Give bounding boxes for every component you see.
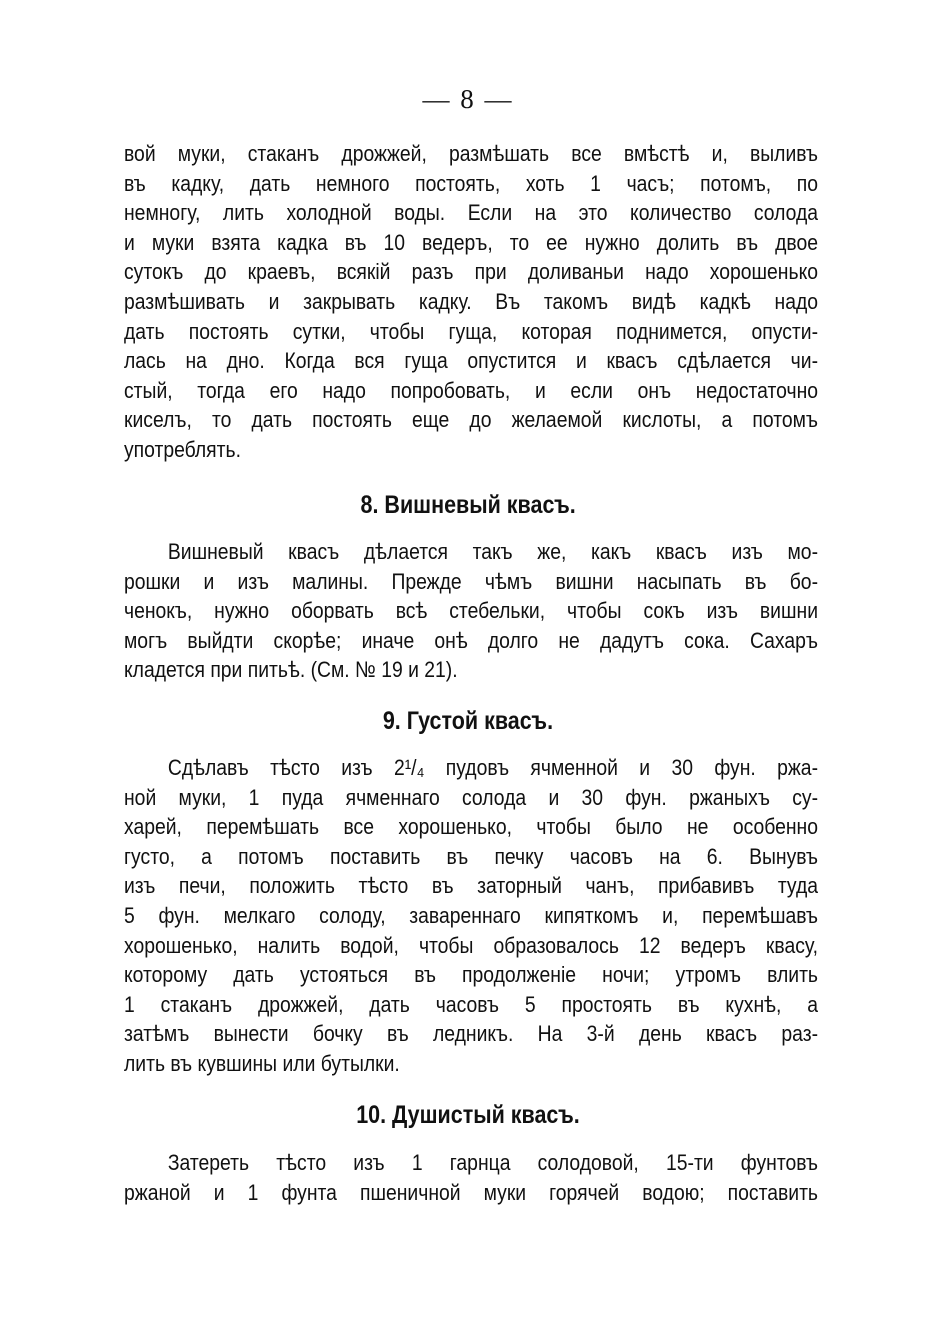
text-line: рошки и изъ малины. Прежде чѣмъ вишни насыпать въ бо- <box>124 568 819 594</box>
text-line: 1 стаканъ дрожжей, дать часовъ 5 простоять въ кухнѣ, а <box>124 991 819 1017</box>
text-line: затѣмъ вынести бочку въ ледникъ. На 3-й день квасъ раз- <box>124 1021 819 1047</box>
section-heading-text: 10. Душистый квасъ. <box>356 1101 580 1129</box>
text-line: дать постоять сутки, чтобы гуща, которая поднимется, опусти- <box>124 318 819 344</box>
page-number: — 8 — <box>422 84 514 114</box>
text-line: киселъ, то дать постоять еще до желаемой кислоты, а потомъ <box>124 407 819 433</box>
text-line: стый, тогда его надо попробовать, и если онъ недостаточно <box>124 377 819 403</box>
text-line: и муки взята кадка въ 10 ведеръ, то ее нужно долить въ двое <box>124 229 819 255</box>
text-line: 5 фун. мелкаго солоду, завареннаго кипяткомъ и, перемѣшавъ <box>124 902 819 928</box>
text-line: вой муки, стаканъ дрожжей, размѣшать все вмѣстѣ и, выливъ <box>124 141 819 166</box>
text-line: ной муки, 1 пуда ячменнаго солода и 30 фун. ржаныхъ су- <box>124 784 819 810</box>
text-line: въ кадку, дать немного постоять, хоть 1 часъ; потомъ, по <box>124 170 819 196</box>
text-line: Вишневый квасъ дѣлается такъ же, какъ квасъ изъ мо- <box>167 539 819 564</box>
text-line: Сдѣлавъ тѣсто изъ 2¹/₄ пудовъ ячменной и 30 фун. ржа- <box>167 755 819 780</box>
section-9-paragraph <box>124 753 818 1079</box>
section-10-paragraph <box>124 1148 818 1207</box>
section-heading-text: 8. Вишневый квасъ. <box>360 491 576 519</box>
text-line: хорошенько, налить водой, чтобы образовалось 12 ведеръ квасу, <box>124 932 819 958</box>
section-heading-10 <box>0 1099 936 1131</box>
section-8-paragraph <box>124 537 818 685</box>
text-line: лить въ кувшины или бутылки. <box>124 1050 400 1076</box>
text-line: которому дать устояться въ продолженіе ночи; утромъ влить <box>124 962 819 988</box>
continuation-paragraph <box>124 139 818 465</box>
section-heading-9 <box>0 705 936 737</box>
text-line: Затереть тѣсто изъ 1 гарнца солодовой, 15-ти фунтовъ <box>167 1150 819 1175</box>
text-line: употреблять. <box>124 436 241 462</box>
text-line: могъ выйдти скорѣе; иначе онѣ долго не дадутъ сока. Сахаръ <box>124 627 819 653</box>
text-line: лась на дно. Когда вся гуща опустится и квасъ сдѣлается чи- <box>124 348 819 374</box>
text-line: немногу, лить холодной воды. Если на это количество солода <box>124 200 819 226</box>
text-line: кладется при питьѣ. (См. № 19 и 21). <box>124 657 458 683</box>
text-line: харей, перемѣшать все хорошенько, чтобы было не особенно <box>124 814 819 840</box>
text-line: ржаной и 1 фунта пшеничной муки горячей водою; поставить <box>124 1179 819 1205</box>
text-line: густо, а потомъ поставить въ печку часовъ на 6. Вынувъ <box>124 843 819 869</box>
text-line: изъ печи, положить тѣсто въ заторный чанъ, прибавивъ туда <box>124 873 819 899</box>
section-heading-8 <box>0 489 936 521</box>
text-line: ченокъ, нужно оборвать всѣ стебельки, чтобы сокъ изъ вишни <box>124 598 819 624</box>
section-heading-text: 9. Густой квасъ. <box>382 707 554 735</box>
text-line: размѣшивать и закрывать кадку. Въ такомъ видѣ кадкѣ надо <box>124 288 819 314</box>
text-line: сутокъ до краевъ, всякій разъ при доливаньи надо хорошенько <box>124 259 819 285</box>
